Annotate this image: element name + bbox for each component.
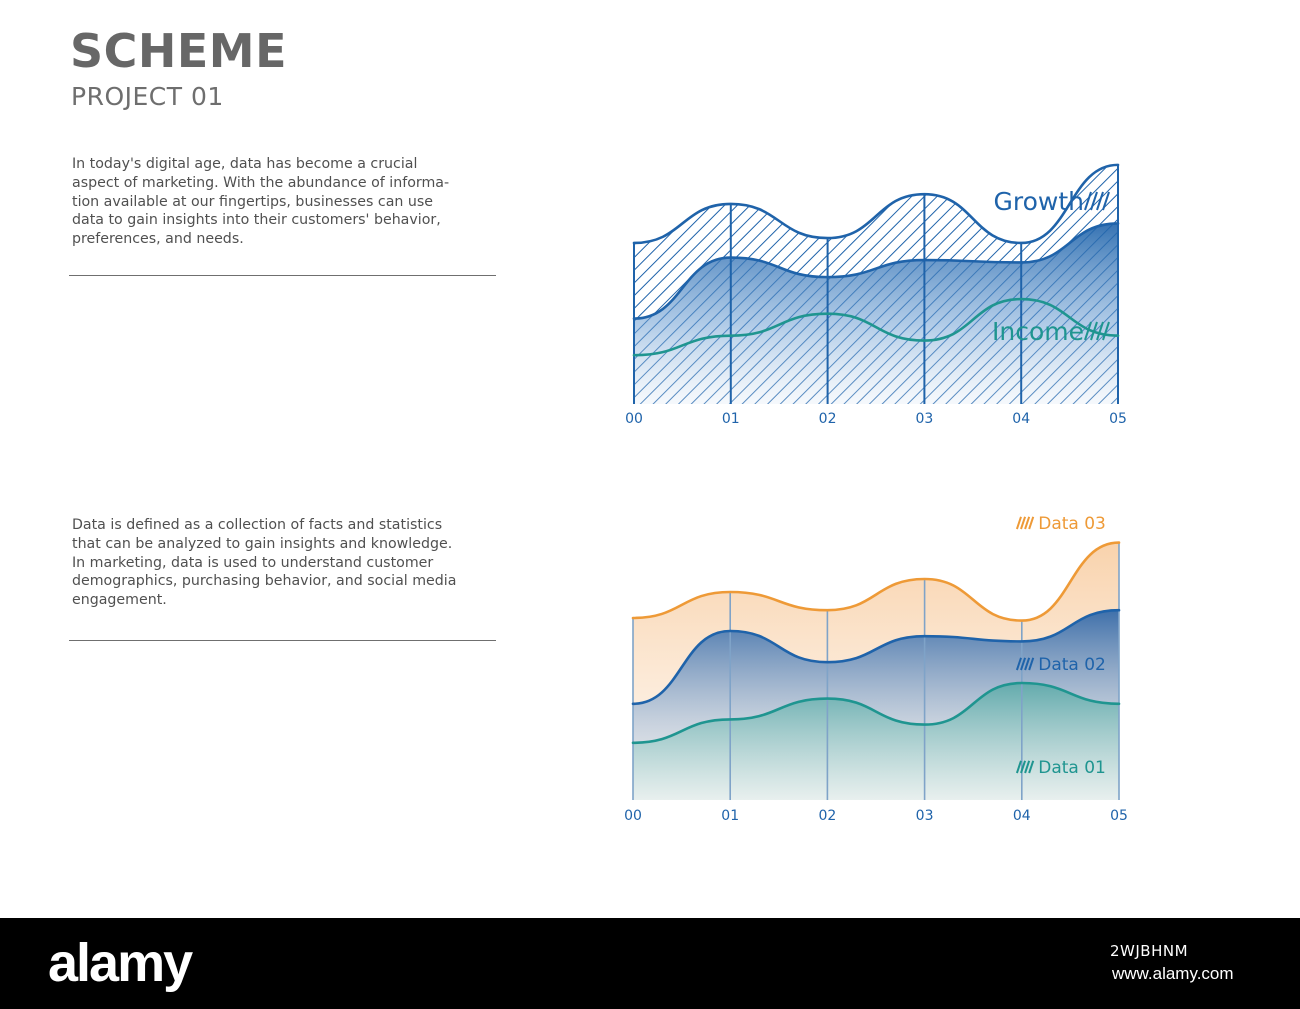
x-tick-04: 04	[1012, 411, 1031, 427]
page-title: SCHEME	[70, 24, 288, 78]
legend-growth-label: Growth	[993, 187, 1084, 216]
x-tick-04: 04	[1012, 808, 1031, 824]
x-tick-00: 00	[625, 411, 643, 427]
x-tick-02: 02	[818, 411, 837, 427]
footer-image-id: 2WJBHNM	[1110, 942, 1189, 960]
page-subtitle: PROJECT 01	[71, 82, 224, 111]
legend-income-label: Income	[992, 317, 1084, 346]
legend-data-03	[1017, 514, 1106, 534]
footer-url: www.alamy.com	[1112, 964, 1234, 983]
x-tick-02: 02	[818, 808, 837, 824]
hatch-swatch-icon	[1017, 517, 1033, 529]
legend-data-03-label: Data 03	[1038, 514, 1106, 534]
x-tick-05: 05	[1109, 411, 1127, 427]
x-tick-05: 05	[1110, 808, 1128, 824]
x-tick-01: 01	[721, 808, 740, 824]
x-tick-03: 03	[915, 411, 934, 427]
footer-brand: alamy	[48, 933, 192, 993]
x-tick-03: 03	[915, 808, 934, 824]
paragraph-2: Data is defined as a collection of facts and statistics that can be analyzed to gain insights and knowledge. In marketing, data is used to understand customer demographics, purchasing behavior, and social media engagement.	[72, 517, 457, 609]
x-tick-01: 01	[721, 411, 740, 427]
legend-data-01-label: Data 01	[1038, 758, 1106, 778]
watermark-footer	[0, 918, 1300, 1009]
legend-data-02-label: Data 02	[1038, 655, 1106, 675]
paragraph-1: In today's digital age, data has become a crucial aspect of marketing. With the abundance of informa- tion available at our fingertips, businesses can use data to gain insights into their customers' behavior, preferences, and needs.	[72, 156, 450, 248]
x-tick-00: 00	[624, 808, 642, 824]
